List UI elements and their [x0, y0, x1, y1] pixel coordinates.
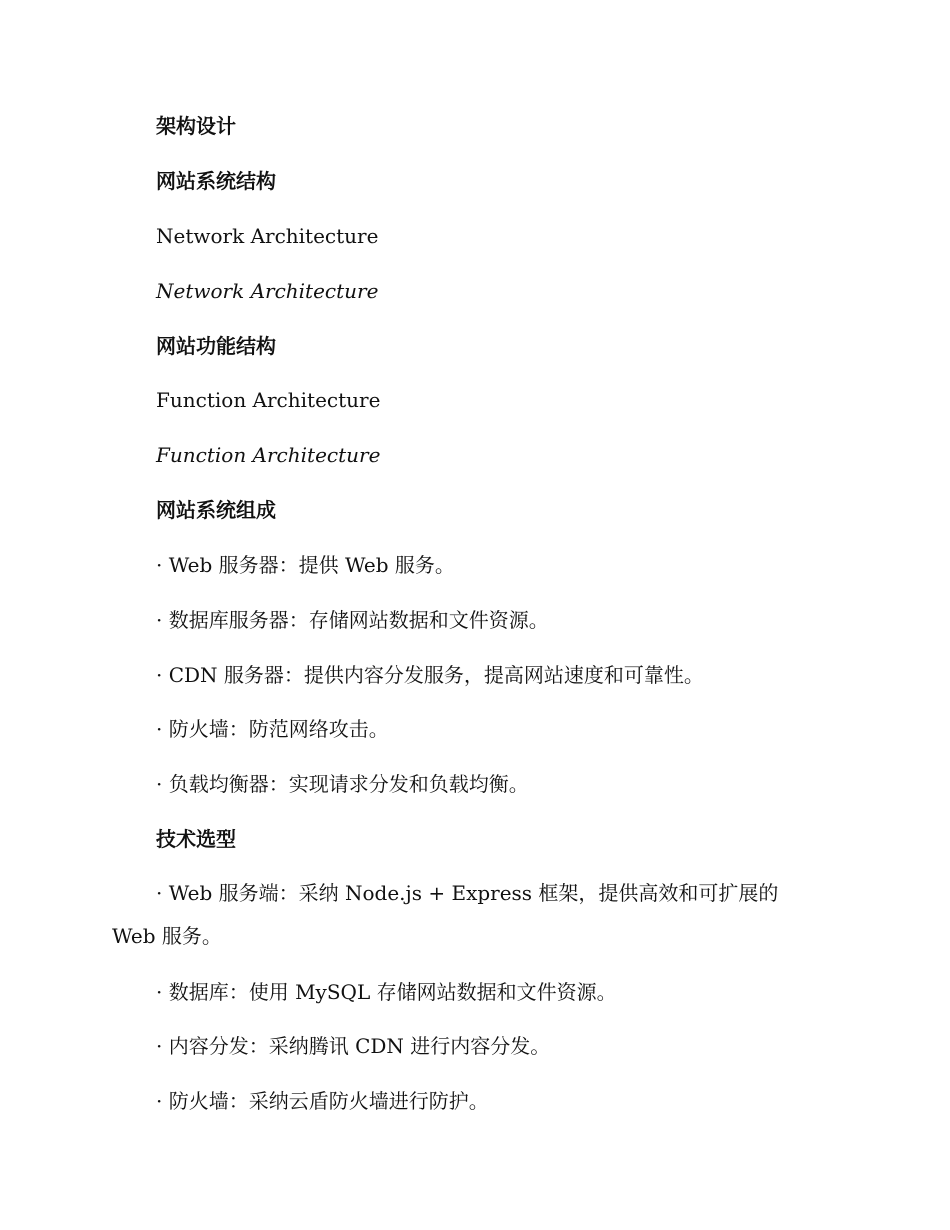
heading-function-structure: 网站功能结构: [156, 334, 276, 358]
list-item: · 数据库服务器：存储网站数据和文件资源。: [156, 608, 549, 632]
list-item: · 内容分发：采纳腾讯 CDN 进行内容分发。: [156, 1034, 551, 1058]
list-item: · 防火墙：防范网络攻击。: [156, 717, 389, 741]
list-item: · 数据库：使用 MySQL 存储网站数据和文件资源。: [156, 980, 617, 1004]
heading-system-structure: 网站系统结构: [156, 169, 276, 193]
network-architecture-italic-text: Network Architecture: [156, 279, 379, 303]
list-item: · 防火墙：采纳云盾防火墙进行防护。: [156, 1089, 489, 1113]
function-architecture-italic-text: Function Architecture: [156, 443, 381, 467]
network-architecture-text: Network Architecture: [156, 224, 379, 248]
function-architecture-text: Function Architecture: [156, 388, 381, 412]
list-item: · CDN 服务器：提供内容分发服务，提高网站速度和可靠性。: [156, 663, 704, 687]
heading-architecture-design: 架构设计: [156, 114, 236, 138]
heading-system-composition: 网站系统组成: [156, 498, 276, 522]
list-item: · 负载均衡器：实现请求分发和负载均衡。: [156, 772, 529, 796]
list-item: · Web 服务端：采纳 Node.js + Express 框架，提供高效和可扩展的 Web 服务。: [112, 881, 779, 948]
heading-tech-selection: 技术选型: [156, 827, 236, 851]
list-item: · Web 服务器：提供 Web 服务。: [156, 553, 455, 577]
